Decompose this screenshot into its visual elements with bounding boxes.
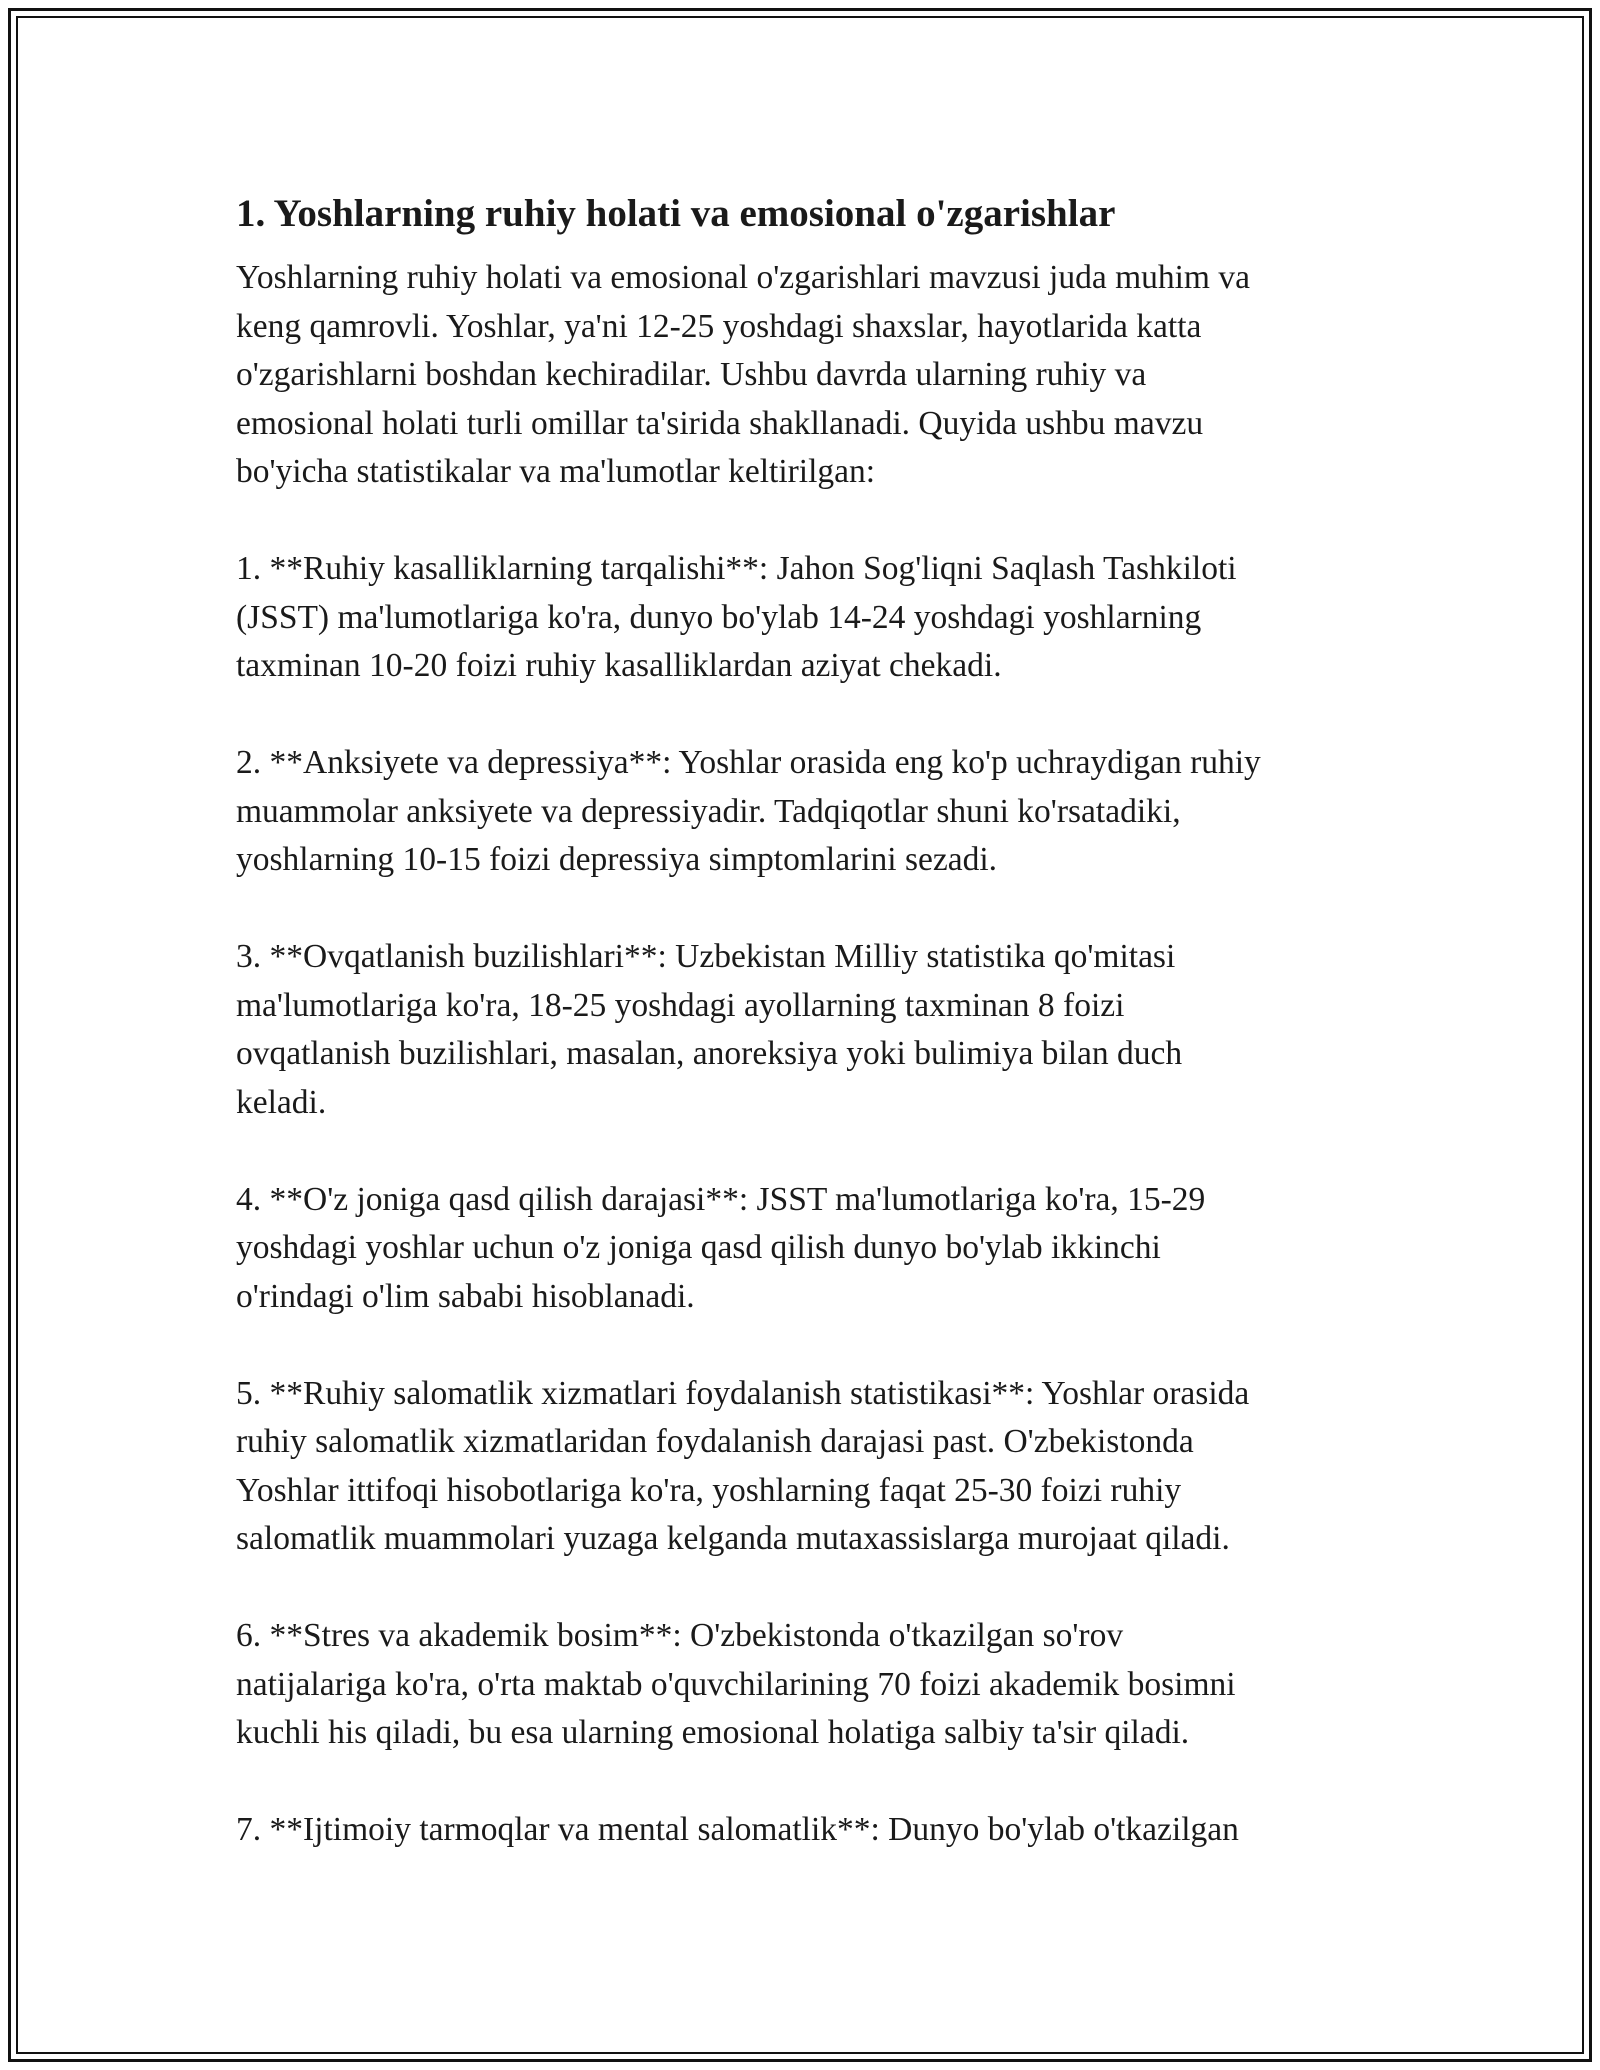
list-item-3 [236, 933, 1376, 1127]
paragraph-gap [236, 1564, 1376, 1613]
text-line: 5. **Ruhiy salomatlik xizmatlari foydalanish statistikasi**: Yoshlar orasida [236, 1374, 1250, 1412]
text-line: ovqatlanish buzilishlari, masalan, anoreksiya yoki bulimiya bilan duch [236, 1035, 1183, 1072]
list-item-1 [236, 545, 1376, 691]
text-line: ruhiy salomatlik xizmatlaridan foydalanish darajasi past. O'zbekistonda [236, 1423, 1194, 1460]
text-line: yoshlarning 10-15 foizi depressiya simptomlarini sezadi. [236, 841, 998, 878]
text-line: Yoshlarning ruhiy holati va emosional o'zgarishlari mavzusi juda muhim va [236, 259, 1250, 296]
text-line: natijalariga ko'ra, o'rta maktab o'quvchilarining 70 foizi akademik bosimni [236, 1665, 1236, 1703]
text-line: taxminan 10-20 foizi ruhiy kasalliklardan aziyat chekadi. [236, 647, 1002, 684]
text-line: o'zgarishlarni boshdan kechiradilar. Ushbu davrda ularning ruhiy va [236, 356, 1147, 393]
text-line: 7. **Ijtimoiy tarmoqlar va mental salomatlik**: Dunyo bo'ylab o'tkazilgan [236, 1811, 1239, 1848]
intro-paragraph [236, 254, 1376, 497]
text-line: kuchli his qiladi, bu esa ularning emosional holatiga salbiy ta'sir qiladi. [236, 1714, 1190, 1751]
text-line: 1. **Ruhiy kasalliklarning tarqalishi**: Jahon Sog'liqni Saqlash Tashkiloti [236, 550, 1237, 587]
document-body [236, 188, 1376, 1855]
text-line: ma'lumotlariga ko'ra, 18-25 yoshdagi ayollarning taxminan 8 foizi [236, 986, 1125, 1024]
list-item-2 [236, 739, 1376, 885]
paragraph-gap [236, 691, 1376, 740]
text-line: muammolar anksiyete va depressiyadir. Tadqiqotlar shuni ko'rsatadiki, [236, 792, 1181, 830]
text-line: emosional holati turli omillar ta'sirida shakllanadi. Quyida ushbu mavzu [236, 404, 1204, 442]
list-item-5 [236, 1370, 1376, 1564]
list-item-4 [236, 1176, 1376, 1322]
text-line: 3. **Ovqatlanish buzilishlari**: Uzbekistan Milliy statistika qo'mitasi [236, 938, 1176, 975]
text-line: 6. **Stres va akademik bosim**: O'zbekistonda o'tkazilgan so'rov [236, 1617, 1124, 1654]
text-line: keladi. [236, 1083, 327, 1121]
text-line: 2. **Anksiyete va depressiya**: Yoshlar orasida eng ko'p uchraydigan ruhiy [236, 744, 1261, 781]
paragraph-gap [236, 1758, 1376, 1807]
text-line: o'rindagi o'lim sababi hisoblanadi. [236, 1277, 695, 1315]
text-line: yoshdagi yoshlar uchun o'z joniga qasd qilish dunyo bo'ylab ikkinchi [236, 1229, 1161, 1266]
text-line: Yoshlar ittifoqi hisobotlariga ko'ra, yoshlarning faqat 25-30 foizi ruhiy [236, 1471, 1182, 1509]
paragraph-gap [236, 1321, 1376, 1370]
paragraph-gap [236, 497, 1376, 546]
paragraph-gap [236, 1127, 1376, 1176]
text-line: 4. **O'z joniga qasd qilish darajasi**: JSST ma'lumotlariga ko'ra, 15-29 [236, 1180, 1206, 1218]
paragraph-gap [236, 885, 1376, 934]
list-item-7 [236, 1806, 1376, 1855]
text-line: salomatlik muammolari yuzaga kelganda mutaxassislarga murojaat qiladi. [236, 1520, 1230, 1557]
list-item-6 [236, 1612, 1376, 1758]
text-line: (JSST) ma'lumotlariga ko'ra, dunyo bo'ylab 14-24 yoshdagi yoshlarning [236, 598, 1202, 636]
text-line: bo'yicha statistikalar va ma'lumotlar keltirilgan: [236, 453, 876, 490]
text-line: keng qamrovli. Yoshlar, ya'ni 12-25 yoshdagi shaxslar, hayotlarida katta [236, 307, 1202, 345]
section-heading: 1. Yoshlarning ruhiy holati va emosional o'zgarishlar [236, 192, 1116, 235]
